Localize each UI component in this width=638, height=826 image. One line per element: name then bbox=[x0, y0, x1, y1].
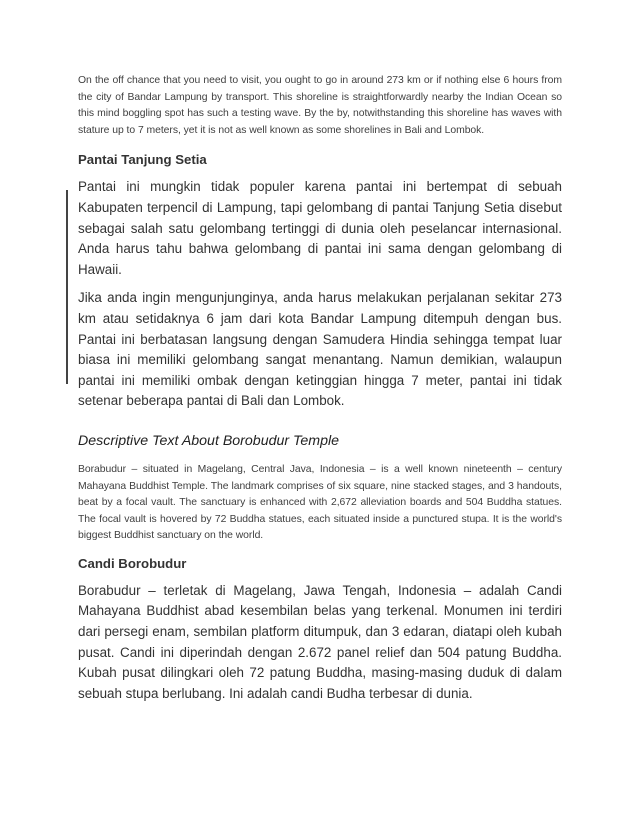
paragraph-borobudur-english: Borabudur – situated in Magelang, Central Java, Indonesia – is a well known nineteenth – century Mahayana Buddhist Temple. The landmark comprises of six square, nine stacked stages, and 3 handouts, beat by a focal vault. The sanctuary is enhanced with 2,672 alleviation boards and 504 Buddha statues. The focal vault is hovered by 72 Buddha statues, each situated inside a punctured stupa. It is the world's biggest Buddhist sanctuary on the world. bbox=[78, 463, 562, 542]
section-title-borobudur: Descriptive Text About Borobudur Temple bbox=[78, 432, 340, 449]
change-bar bbox=[66, 190, 68, 384]
heading-candi-borobudur: Candi Borobudur bbox=[78, 555, 187, 571]
paragraph-tanjung-setia-1: Pantai ini mungkin tidak populer karena pantai ini bertempat di sebuah Kabupaten terpencil di Lampung, tapi gelombang di pantai Tanjung Setia disebut sebagai salah satu gelombang tertinggi di dunia oleh peselancar internasional. Anda harus tahu bahwa gelombang di pantai ini sama dengan gelombang di Hawaii. bbox=[78, 179, 562, 277]
document-body bbox=[78, 73, 562, 704]
paragraph-intro-english: On the off chance that you need to visit, you ought to go in around 273 km or if nothing else 6 hours from the city of Bandar Lampung by transport. This shoreline is straightforwardly nearby the Indian Ocean so this mind boggling spot has such a testing wave. By the by, notwithstanding this shoreline has waves with stature up to 7 meters, yet it is not as well known as some shorelines in Bali and Lombok. bbox=[78, 75, 562, 136]
paragraph-borobudur-indonesian: Borabudur – terletak di Magelang, Jawa Tengah, Indonesia – adalah Candi Mahayana Buddhist abad kesembilan belas yang terkenal. Monumen ini terdiri dari persegi enam, sembilan platform ditumpuk, dan 3 edaran, diatapi oleh kubah pusat. Candi ini diperindah dengan 2.672 panel relief dan 504 patung Buddha. Kubah pusat dilingkari oleh 72 patung Buddha, masing-masing duduk di dalam sebuah stupa berlubang. Ini adalah candi Budha terbesar di dunia. bbox=[78, 582, 562, 701]
heading-pantai-tanjung-setia: Pantai Tanjung Setia bbox=[78, 152, 207, 168]
paragraph-tanjung-setia-2: Jika anda ingin mengunjunginya, anda harus melakukan perjalanan sekitar 273 km atau setidaknya 6 jam dari kota Bandar Lampung ditempuh dengan bus. Pantai ini berbatasan langsung dengan Samudera Hindia sehingga tempat luar biasa ini memiliki gelombang sangat menantang. Namun demikian, walaupun pantai ini memiliki ombak dengan ketinggian hingga 7 meter, pantai ini tidak setenar beberapa pantai di Bali dan Lombok. bbox=[78, 290, 562, 409]
